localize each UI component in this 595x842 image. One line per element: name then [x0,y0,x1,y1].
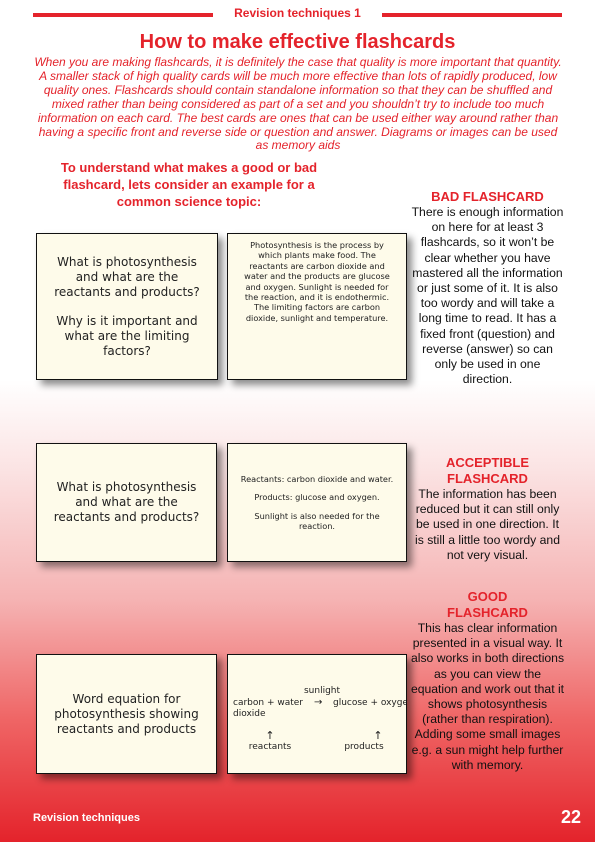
bad-back-card [227,233,407,380]
equation-left-cont: dioxide [232,709,266,719]
page-title: How to make effective flashcards [139,31,456,53]
good-verdict-text: This has clear information presented in a visual way. It also works in both directions as you can view the equation and work out that it shows photosynthesis (rather than respiration). Adding some small images e.g. a sun might help further with memory. [410,621,565,772]
header-title: Revision techniques 1 [234,6,361,20]
reactants-label: reactants [248,742,291,752]
acceptable-back-products: Products: glucose and oxygen. [254,492,380,503]
bad-front-card [36,233,218,380]
acceptable-front-question: What is photosynthesis and what are the reactants and products? [53,480,200,524]
bad-front-question-2: Why is it important and what are the limiting factors? [56,313,198,358]
products-up-arrow: ↑ [372,729,383,742]
good-back-card [227,654,407,774]
acceptable-back-sunlight: Sunlight is also needed for the reaction. [254,510,380,531]
bad-verdict [410,189,565,387]
bad-verdict-title: BAD FLASHCARD [431,189,544,204]
acceptable-back-reactants: Reactants: carbon dioxide and water. [240,473,394,484]
intro-paragraph: When you are making flashcards, it is definitely the case that quality is more important that quantity. A smaller stack of high quality cards will be much more effective than lots of rapidly produced, low quality ones. Flashcards should contain standalone information so that they can be shuffled and mixed rather than being considered as part of a set and you shouldn’t try to include too much information on each card. The best cards are ones that can be used either way around rather than having a specific front and reverse side or question and answer. Diagrams or images can be used as memory aids [34,55,562,153]
equation-arrow: → [313,697,322,708]
lead-text: To understand what makes a good or bad flashcard, lets consider an example for a common science topic: [60,160,318,209]
equation-left: carbon + water [232,698,303,708]
page-number: 22 [560,807,581,827]
equation-right: glucose + oxygen [332,698,406,708]
good-front-card [36,654,217,774]
bad-front-question-1: What is photosynthesis and what are the reactants and products? [54,254,200,299]
acceptable-verdict [410,455,565,563]
word-equation-diagram [229,655,406,772]
acceptable-back-card [227,443,407,562]
good-verdict [410,589,565,773]
good-verdict-title: GOOD FLASHCARD [447,589,528,620]
reactants-up-arrow: ↑ [264,729,275,742]
products-label: products [343,742,384,752]
acceptable-front-card [36,443,217,562]
footer-label: Revision techniques [33,812,140,824]
bad-back-answer: Photosynthesis is the process by which plants make food. The reactants are carbon dioxide and water and the products are glucose and oxygen. Sunlight is needed for the reaction, and it is endothermic. The limiting factors are carbon dioxide, sunlight and temperature. [244,240,390,323]
bad-verdict-text: There is enough information on here for at least 3 flashcards, so it won’t be clear whether you have mastered all the information or just some of it. It is also too wordy and will take a long time to read. It has a fixed front (question) and reverse (answer) so can only be used in one direction. [411,205,564,387]
good-front-question: Word equation for photosynthesis showing reactants and products [54,691,199,736]
acceptable-verdict-title: ACCEPTIBLE FLASHCARD [445,455,530,486]
equation-condition: sunlight [303,686,340,696]
acceptable-verdict-text: The information has been reduced but it can still only be used in one direction. It is still a little too wordy and not very visual. [415,487,560,562]
